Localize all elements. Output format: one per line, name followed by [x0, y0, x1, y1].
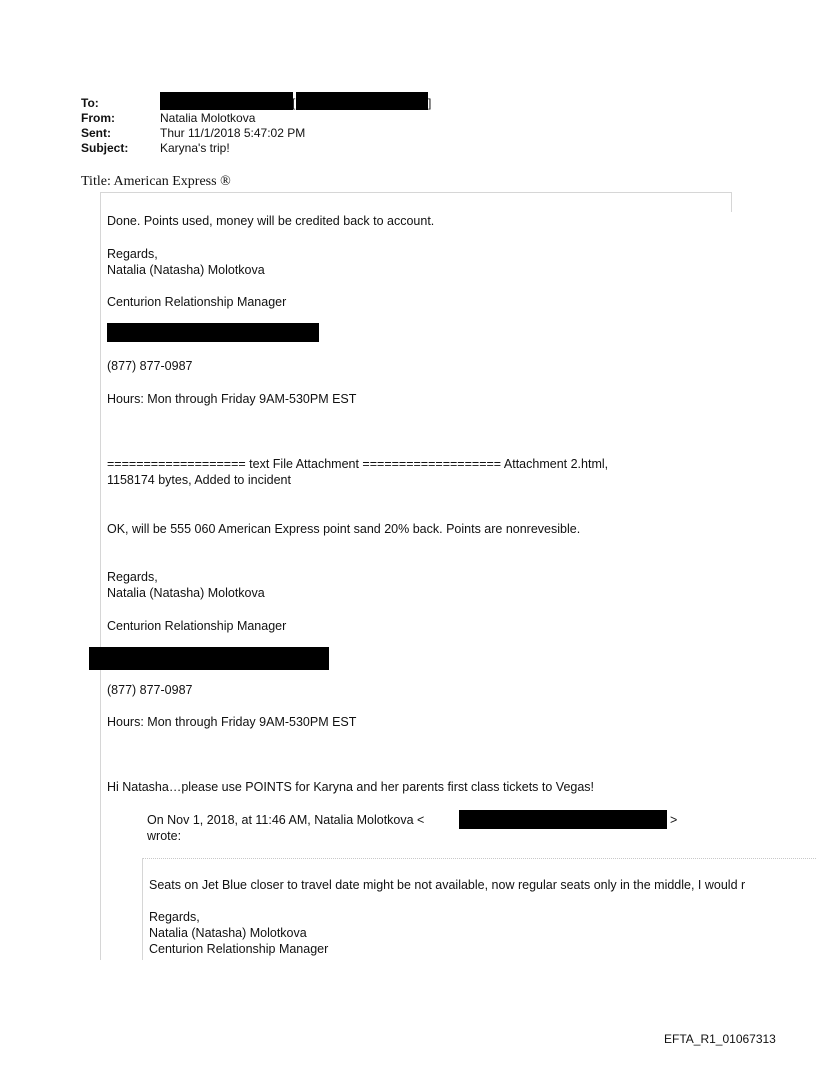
- quote-box-top-border: [142, 858, 816, 859]
- message1-signature-role: Centurion Relationship Manager: [107, 295, 287, 309]
- attachment-line-2: 1158174 bytes, Added to incident: [107, 473, 291, 487]
- message2-phone: (877) 877-0987: [107, 683, 193, 697]
- sent-label: Sent:: [81, 126, 111, 140]
- quote-signature-role: Centurion Relationship Manager: [149, 942, 329, 956]
- quote-intro: On Nov 1, 2018, at 11:46 AM, Natalia Molotkova <: [147, 813, 425, 827]
- thread-box-left-border: [100, 192, 101, 960]
- from-value: Natalia Molotkova: [160, 111, 256, 125]
- message1-signature-name: Natalia (Natasha) Molotkova: [107, 263, 265, 277]
- to-label: To:: [81, 96, 99, 110]
- message2-body: OK, will be 555 060 American Express point sand 20% back. Points are nonrevesible.: [107, 522, 581, 536]
- attachment-line-1: =================== text File Attachment =================== Attachment 2.html,: [107, 457, 609, 471]
- to-bracket-close: ]: [428, 96, 432, 110]
- subject-value: Karyna's trip!: [160, 141, 230, 155]
- thread-box-top-border: [100, 192, 732, 193]
- subject-label: Subject:: [81, 141, 129, 155]
- redacted-recipient-name: [160, 92, 296, 110]
- message3-body: Hi Natasha…please use POINTS for Karyna and her parents first class tickets to Vegas!: [107, 780, 595, 794]
- message2-signature-role: Centurion Relationship Manager: [107, 619, 287, 633]
- quote-intro-close: >: [670, 813, 678, 827]
- redacted-recipient-email: [296, 92, 428, 110]
- sent-value: Thur 11/1/2018 5:47:02 PM: [160, 126, 306, 140]
- document-id: EFTA_R1_01067313: [664, 1032, 776, 1046]
- quote-signature-name: Natalia (Natasha) Molotkova: [149, 926, 307, 940]
- redacted-signature-email-1: [107, 323, 319, 342]
- to-bracket-open: [: [292, 96, 296, 110]
- message2-signature-name: Natalia (Natasha) Molotkova: [107, 586, 265, 600]
- quote-body: Seats on Jet Blue closer to travel date might be not available, now regular seats only in the middle, I would r: [149, 878, 746, 892]
- message1-body: Done. Points used, money will be credited back to account.: [107, 214, 435, 228]
- quote-box-left-border: [142, 858, 143, 960]
- message1-regards: Regards,: [107, 247, 158, 261]
- thread-box-right-border: [731, 192, 732, 212]
- redacted-signature-email-2: [89, 647, 329, 670]
- message2-hours: Hours: Mon through Friday 9AM-530PM EST: [107, 715, 357, 729]
- message1-hours: Hours: Mon through Friday 9AM-530PM EST: [107, 392, 357, 406]
- quote-regards: Regards,: [149, 910, 200, 924]
- message2-regards: Regards,: [107, 570, 158, 584]
- message1-phone: (877) 877-0987: [107, 359, 193, 373]
- redacted-quote-email: [459, 810, 667, 829]
- from-label: From:: [81, 111, 115, 125]
- quote-wrote: wrote:: [147, 829, 182, 843]
- document-title: Title: American Express ®: [81, 174, 231, 189]
